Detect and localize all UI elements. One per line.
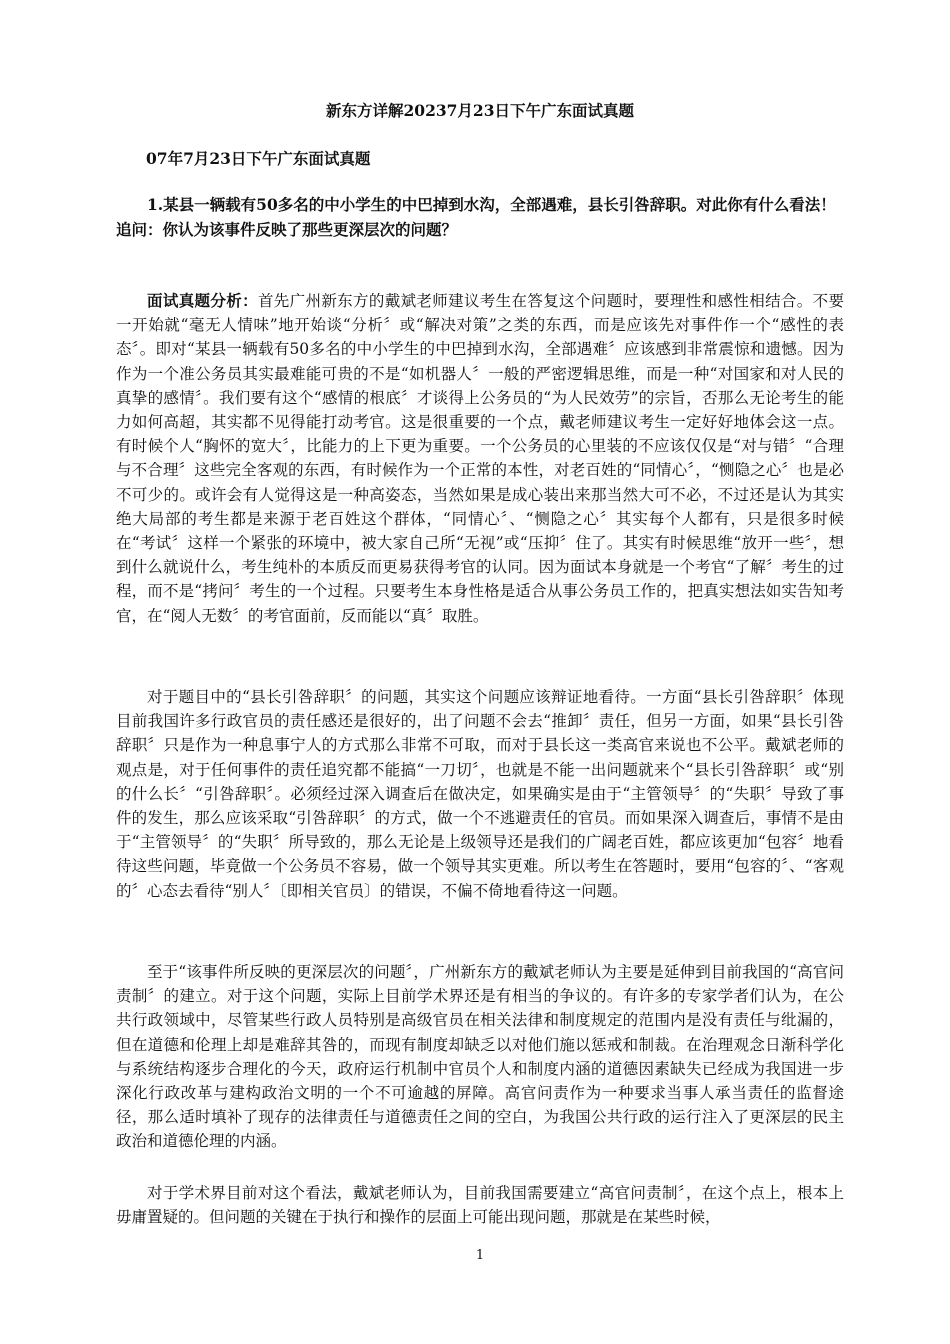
body-paragraph [116,1181,844,1229]
paragraph-text: 对于题目中的“县长引咎辞职〞的问题，其实这个问题应该辩证地看待。一方面“县长引咎辞职〞体现目前我国许多行政官员的责任感还是很好的，出了问题不会去“推卸〞责任，但另一方面，如果“县长引咎辞职〞只是作为一种息事宁人的方式那么非常不可取，而对于县长这一类高官来说也不公平。戴斌老师的观点是，对于任何事件的责任追究都不能搞“一刀切〞，也就是不能一出问题就来个“县长引咎辞职〞或“别的什么长〞“引咎辞职〞。必须经过深入调查后在做决定，如果确实是由于“主管领导〞的“失职〞导致了事件的发生，那么应该采取“引咎辞职〞的方式，做一个不逃避责任的官员。而如果深入调查后，事情不是由于“主管领导〞的“失职〞所导致的，那么无论是上级领导还是我们的广阔老百姓，都应该更加“包容〞地看待这些问题，毕竟做一个公务员不容易，做一个领导其实更难。所以考生在答题时，要用“包容的〞、“客观的〞心态去看待“别人〞〔即相关官员〕的错误，不偏不倚地看待这一问题。 [116,688,844,900]
page-number: 1 [475,1248,485,1263]
question-main: 1.某县一辆载有50多名的中小学生的中巴掉到水沟，全部遇难，县长引咎辞职。对此你有什么看法！ [147,195,836,214]
paragraph-text: 首先广州新东方的戴斌老师建议考生在答复这个问题时，要理性和感性相结合。不要一开始就“毫无人情味”地开始谈“分析〞或“解决对策”之类的东西，而是应该先对事件作一个“感性的表态〞。即对“某县一辆载有50多名的中小学生的中巴掉到水沟，全部遇难〞应该感到非常震惊和遗憾。因为作为一个准公务员其实最难能可贵的不是“如机器人〞一般的严密逻辑思维，而是一种“对国家和对人民的真挚的感情〞。我们要有这个“感情的根底〞才谈得上公务员的“为人民效劳”的宗旨，否那么无论考生的能力如何高超，其实都不见得能打动考官。这是很重要的一个点，戴老师建议考生一定好好地体会这一点。有时候个人“胸怀的宽大〞，比能力的上下更为重要。一个公务员的心里装的不应该仅仅是“对与错〞“合理与不合理〞这些完全客观的东西，有时候作为一个正常的本性，对老百姓的“同情心〞，“恻隐之心〞也是必不可少的。或许会有人觉得这是一种高姿态，当然如果是成心装出来那当然大可不必，不过还是认为其实绝大局部的考生都是来源于老百姓这个群体，“同情心〞、“恻隐之心〞其实每个人都有，只是很多时候在“考试〞这样一个紧张的环境中，被大家自己所“无视”或“压抑〞住了。其实有时候思维“放开一些〞，想到什么就说什么，考生纯朴的本质反而更易获得考官的认同。因为面试本身就是一个考官“了解〞考生的过程，而不是“拷问〞考生的一个过程。只要考生本身性格是适合从事公务员工作的，把真实想法如实告知考官，在“阅人无数〞的考官面前，反而能以“真〞取胜。 [116,292,844,625]
paragraph-text: 对于学术界目前对这个看法，戴斌老师认为，目前我国需要建立“高官问责制〞，在这个点上，根本上毋庸置疑的。但问题的关键在于执行和操作的层面上可能出现问题，那就是在某些时候， [116,1184,844,1227]
document-subtitle: 07年7月23日下午广东面试真题 [146,149,371,168]
body-paragraph [116,685,844,903]
question-followup: 追问：你认为该事件反映了那些更深层次的问题？ [116,219,458,239]
paragraph-text: 至于“该事件所反映的更深层次的问题〞，广州新东方的戴斌老师认为主要是延伸到目前我国的“高官问责制〞的建立。对于这个问题，实际上目前学术界还是有相当的争议的。有许多的专家学者们认为，在公共行政领域中，尽管某些行政人员特别是高级官员在相关法律和制度规定的范围内是没有责任与纰漏的，但在道德和伦理上却是难辞其咎的，而现有制度却缺乏以对他们施以惩戒和制裁。在治理观念日渐科学化与系统结构逐步合理化的今天，政府运行机制中官员个人和制度内涵的道德因素缺失已经成为我国进一步深化行政改革与建构政治文明的一个不可逾越的屏障。高官问责作为一种要求当事人承当责任的监督途径，那么适时填补了现存的法律责任与道德责任之间的空白，为我国公共行政的运行注入了更深层的民主政治和道德伦理的内涵。 [116,963,844,1151]
document-title: 新东方详解20237月23日下午广东面试真题 [326,101,634,120]
analysis-paragraph [116,289,844,628]
analysis-lead: 面试真题分析： [147,291,258,310]
document-page [116,0,844,1344]
body-paragraph [116,960,844,1154]
interview-question [116,193,844,242]
